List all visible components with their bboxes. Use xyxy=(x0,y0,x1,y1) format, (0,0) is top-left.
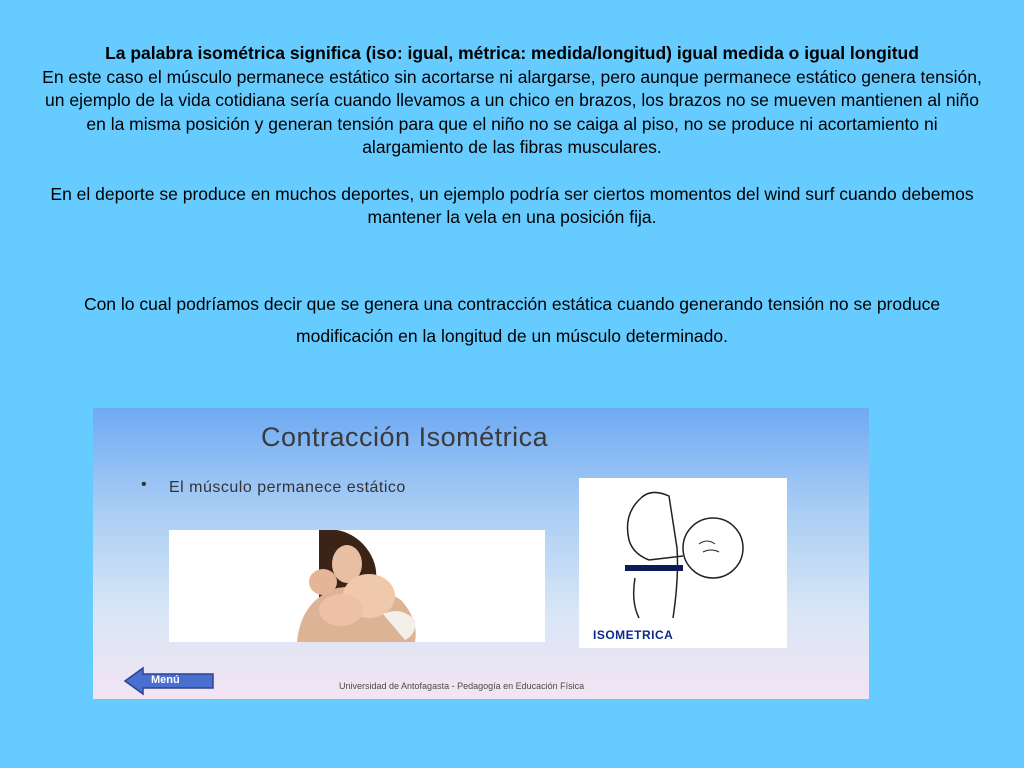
paragraph-3: Con lo cual podríamos decir que se genera una contracción estática cuando generando tensión no se produce modificación en la longitud de un músculo determinado. xyxy=(83,293,941,346)
slide-title: Contracción Isométrica xyxy=(261,422,549,452)
menu-label: Menú xyxy=(151,674,180,686)
slide-footer: Universidad de Antofagasta - Pedagogía en Educación Física xyxy=(339,681,585,691)
text-block xyxy=(40,42,984,352)
menu-button[interactable] xyxy=(123,666,223,696)
figure-label: ISOMETRICA xyxy=(593,628,674,642)
bullet-text: El músculo permanece estático xyxy=(169,479,406,496)
paragraph-1: En este caso el músculo permanece estático sin acortarse ni alargarse, pero aunque permanece estático genera tensión, un ejemplo de la vida cotidiana sería cuando llevamos a un chico en brazos, los brazos no se mueven mantienen al niño en la misma posición y generan tensión para que el niño no se caiga al piso, no se produce ni acortamiento ni alargamiento de las fibras musculares. xyxy=(42,66,982,157)
title: La palabra isométrica significa (iso: igual, métrica: medida/longitud) igual medida o igual longitud xyxy=(105,43,919,63)
bullet-marker: • xyxy=(141,476,147,493)
mother-baby-illustration xyxy=(169,530,545,642)
mother-baby-photo xyxy=(169,530,545,642)
isometric-arm-drawing xyxy=(579,478,787,623)
isometric-figure xyxy=(579,478,787,648)
paragraph-2: En el deporte se produce en muchos deportes, un ejemplo podría ser ciertos momentos del wind surf cuando debemos mantener la vela en una posición fija. xyxy=(50,183,974,227)
slide-image xyxy=(93,408,869,699)
